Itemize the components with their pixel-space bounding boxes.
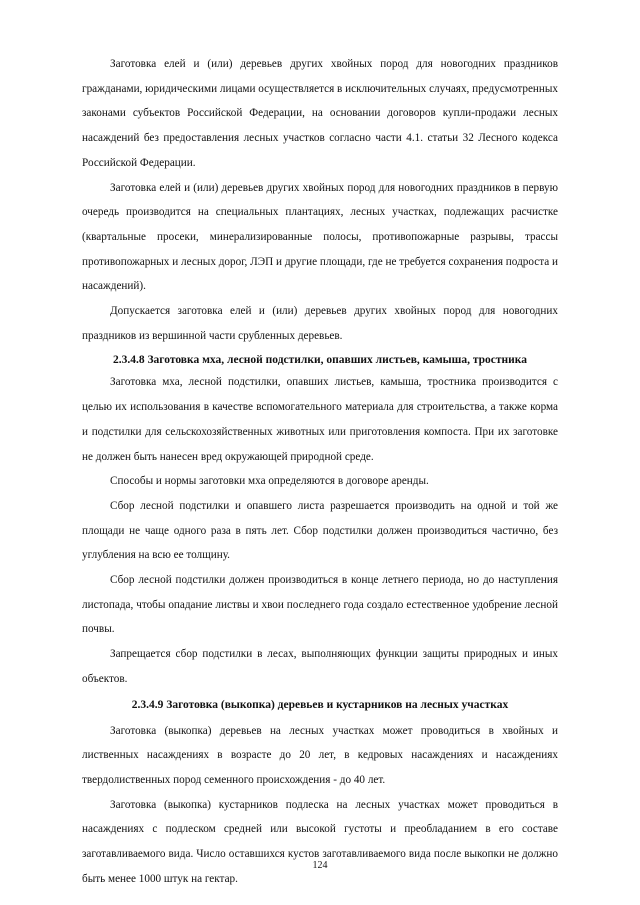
paragraph: Заготовка елей и (или) деревьев других хвойных пород для новогодних праздников в первую очередь производится на специальных плантациях, лесных участках, подлежащих расчистке (квартальные просеки, минерализированные полосы, противопожарные разрывы, трассы противопожарных и лесных дорог, ЛЭП и другие площади, где не требуется сохранения подроста и насаждений). bbox=[82, 181, 558, 293]
paragraph: Способы и нормы заготовки мха определяются в договоре аренды. bbox=[110, 475, 429, 488]
paragraph: Допускается заготовка елей и (или) деревьев других хвойных пород для новогодних праздников из вершинной части срубленных деревьев. bbox=[82, 305, 558, 342]
paragraph: Сбор лесной подстилки и опавшего листа разрешается производить на одной и той же площади не чаще одного раза в пять лет. Сбор подстилки должен производиться частично, без углубления на всю ее толщину. bbox=[82, 499, 558, 562]
section-heading: 2.3.4.9 Заготовка (выкопка) деревьев и кустарников на лесных участках bbox=[131, 698, 509, 711]
section-heading: 2.3.4.8 Заготовка мха, лесной подстилки, опавших листьев, камыша, тростника bbox=[112, 354, 528, 367]
paragraph: Сбор лесной подстилки должен производиться в конце летнего периода, но до наступления листопада, чтобы опадание листвы и хвои последнего года создало естественное удобрение лесной почвы. bbox=[82, 574, 558, 636]
paragraph: Заготовка (выкопка) кустарников подлеска на лесных участках может проводиться в насаждениях с подлеском средней или высокой густоты и преобладанием в его составе заготавливаемого вида. Число оставшихся кустов заготавливаемого вида после выкопки не должно быть менее 1000 штук на гектар. bbox=[82, 798, 558, 885]
paragraph: Запрещается сбор подстилки в лесах, выполняющих функции защиты природных и иных объектов. bbox=[82, 648, 558, 685]
page-number: 124 bbox=[312, 860, 328, 871]
paragraph: Заготовка мха, лесной подстилки, опавших листьев, камыша, тростника производится с целью их использования в качестве вспомогательного материала для строительства, а также корма и подстилки для сельскохозяйственных животных или приготовления компоста. При их заготовке не должен быть нанесен вред окружающей природной среде. bbox=[82, 376, 558, 463]
paragraph: Заготовка елей и (или) деревьев других хвойных пород для новогодних праздников гражданами, юридическими лицами осуществляется в исключительных случаях, предусмотренных законами субъектов Российской Федерации, на основании договоров купли-продажи лесных насаждений без предоставления лесных участков согласно части 4.1. статьи 32 Лесного кодекса Российской Федерации. bbox=[82, 58, 558, 169]
paragraph: Заготовка (выкопка) деревьев на лесных участках может проводиться в хвойных и лиственных насаждениях в возрасте до 20 лет, в кедровых насаждениях и насаждениях твердолиственных пород семенного происхождения - до 40 лет. bbox=[82, 724, 558, 786]
